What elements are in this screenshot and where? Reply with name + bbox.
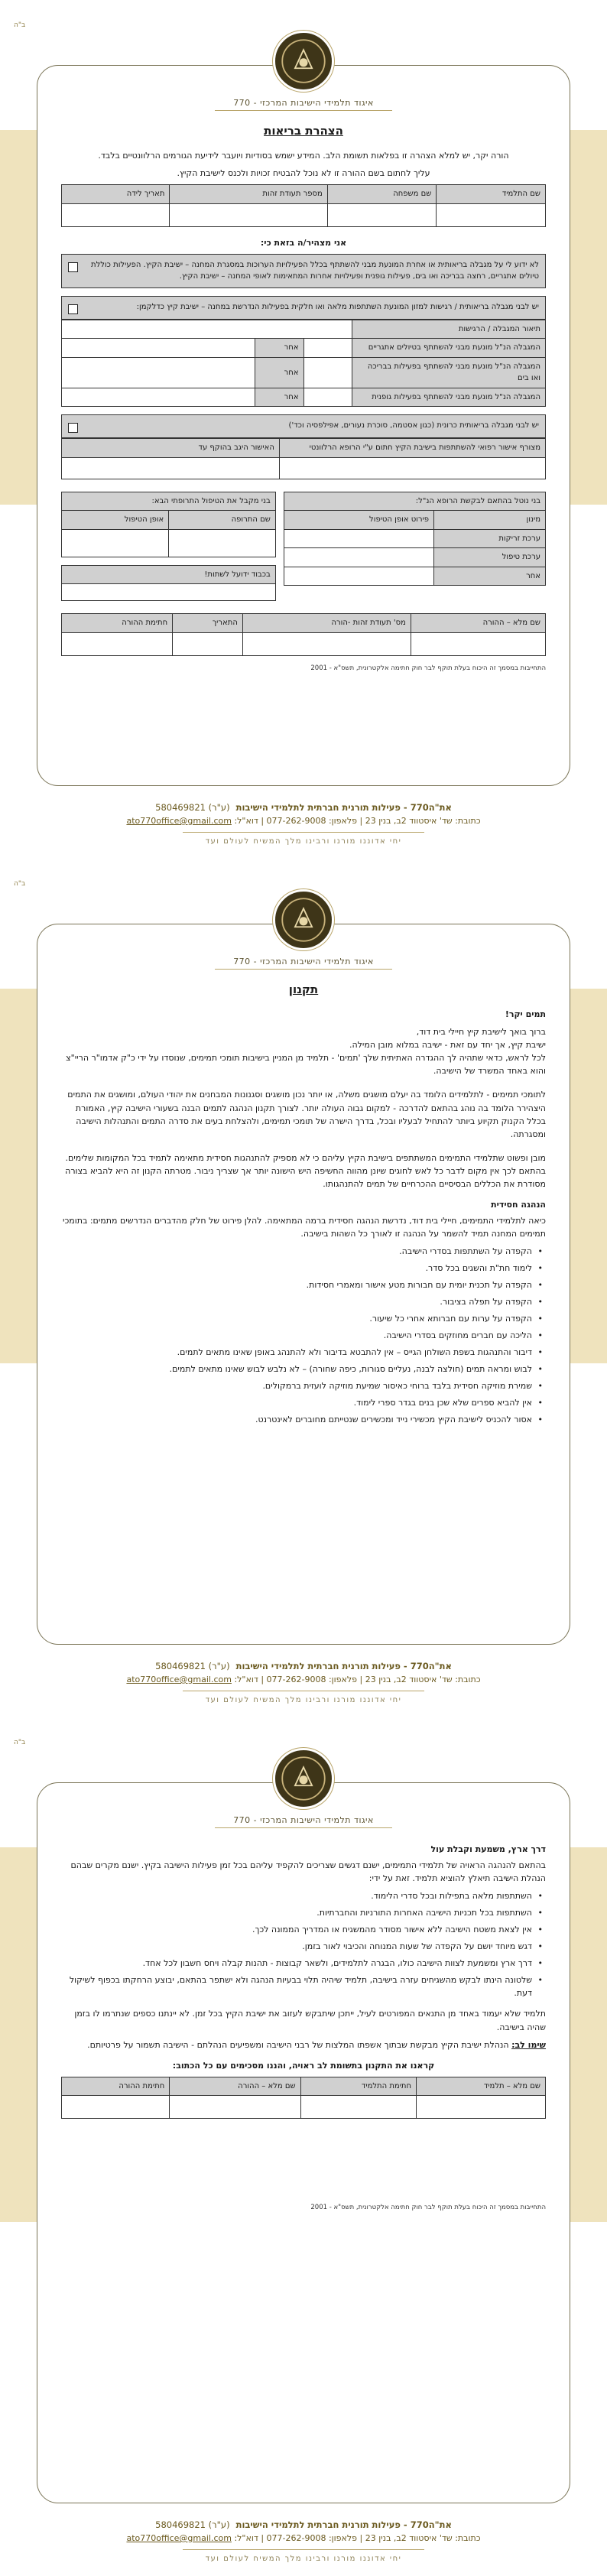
- confirm-statement: קראנו את התקנון בתשומת לב ראויה, והננו מסכימים עם כל הכתוב:: [172, 2060, 435, 2071]
- medication-section: [61, 487, 546, 609]
- parent-id-field[interactable]: [242, 632, 411, 655]
- discipline-list: [61, 1889, 546, 1999]
- paragraph-4: כיאה לתלמידי התמימים, חיילי בית דוד, נדרשת הנהגה חסידית ברמה המתאימה. להלן פירוט של חלק מהדברים הנדרשים מתמים: בתומכי תמימים המחנה תמיד להשמר על הנהגה זו לאורך כל השהות בישיבה.: [63, 1215, 546, 1239]
- health-declaration-content: [61, 122, 546, 678]
- header-birth-date: תאריך לידה: [62, 185, 170, 204]
- attention-text: הנהלת ישיבת הקיץ מבקשת שבתוך אשפתו המלצות של רבני הישיבה ומשפיעים הנהלתם - הישיבה תשמור על פרטיותם.: [87, 2039, 509, 2050]
- limitation-table: [61, 320, 546, 408]
- org-logo: [273, 889, 334, 950]
- student-details-table: [61, 184, 546, 227]
- page-3: [0, 1717, 607, 2576]
- option-3-text: יש לבני מגבלה בריאותית כרונית (כגון אסטמה, סוכרת נעורים, אפילפסיה וכד'): [288, 421, 539, 430]
- list-item: • אין להביא ספרים שלא שכן בנים בגדר ספרי לימוד.: [61, 1396, 546, 1409]
- parent-signature-table: [61, 613, 546, 656]
- greeting: תמים יקר!: [505, 1009, 546, 1020]
- medication-table: [61, 492, 276, 557]
- treatment-kit-field[interactable]: [284, 548, 433, 567]
- org-name-line: איגוד תלמידי הישיבות המרכזי - 770: [0, 98, 607, 111]
- header-student-signature: חתימת התלמיד: [300, 2077, 417, 2096]
- header-treatment-method: אופן הטיפול: [62, 511, 169, 530]
- declaration-option-2: [61, 296, 546, 320]
- footer-contact: כתובת: שד' איסטווד 2ב, בנין 23 | פלאפון: 077-262-9008 | דוא"ל: ato770office@gmail.com: [126, 2533, 481, 2543]
- limitation-row-other: אחר: [255, 388, 304, 407]
- list-item: • הקפדה על תפלה בציבור.: [61, 1295, 546, 1308]
- list-item: • הקפדה על ערות עם חברותא אחרי כל שיעור.: [61, 1312, 546, 1325]
- header-student-full-name: שם מלא – תלמיד: [417, 2077, 546, 2096]
- approval-valid-until-field[interactable]: [62, 457, 280, 479]
- option-1-text: לא ידוע לי על מגבלה בריאותית או אחרת המונעת מבני להשתתף בכלל הפעילויות הערוכות במסגרת המחנה – ישיבת הקיץ. הפעילות כוללת טיולים אתגריים, רחצה בבריכה ואו בים, פעילות גופנית ופעילויות אחרות המתאימות לאופי המחנה – ישיבת הקיץ.: [91, 260, 539, 281]
- header-parent-id: מס' תעודת זהות -הורה: [242, 614, 411, 633]
- page-footer: [0, 802, 607, 846]
- header-parent-signature: חתימת ההורה: [62, 2077, 170, 2096]
- paragraph-intro-1: ברוך בואך לישיבת קיץ חיילי בית דוד,: [416, 1027, 546, 1038]
- family-name-field[interactable]: [327, 203, 436, 226]
- treatment-method-field[interactable]: [62, 529, 169, 557]
- parent-signature-field[interactable]: [62, 632, 173, 655]
- org-logo: [273, 1748, 334, 1809]
- parent-full-name-field[interactable]: [170, 2096, 300, 2119]
- paragraph-2: לתומכי תמימים - לתלמידים הלומד בה יעלם מושגים משלה, או יותר נכון מושגים וסגנונות המבחנים את יהודי העולם, ומושגים את התמים היצהירר הלומד בה נוהג בהתאם להדרכה - למקום גבוה העולה יותר. לצורך תקנון הנהגה לתמים הבנה בשעורי הישיבה קיץ, האמורת בכלל הקנוק תקיוע ביותר להתחיל לבעליו ובכל, בדרך הישרה של תומכי תמימים, ולהצלחת בעים את סדרה התמים והתנהלות הישיבה ומסגרתה.: [67, 1090, 546, 1139]
- row-other: אחר: [434, 567, 546, 586]
- page-footer: [0, 1661, 607, 1705]
- medical-approval-table: [61, 438, 546, 479]
- list-item: • דגש מיוחד יושם על הקפדה של שעות המנוחה והכיבוי לאור בזמן.: [61, 1940, 546, 1953]
- header-id-number: מספר תעודת זהות: [170, 185, 327, 204]
- row-injection-kit: ערכת זריקות: [434, 529, 546, 548]
- known-table: [61, 565, 276, 602]
- header-parent-signature: חתימת ההורה: [62, 614, 173, 633]
- footer-org: את"ה770 - פעילות תורנית חברתית לתלמידי הישיבות(ע"ר) 580469821: [155, 802, 452, 813]
- paragraph-3: מובן ופשוט שתלמידי התמימים המשתתפים בישיבת הקיץ עליהם כי לא מספיק להתנהגות חסידית מתאימה לתמיד בכל המקומות שלימים. בהתאם לכך אין מקום לדבר כל לאש לחוגים שיונן מהווה החשיפה היש הישונה יותר אך שצריך ניבור. מטרתה הקנון זה היא להביא בצורה מסודרת את הכללים הבסיסיים ההכרחיים של תמים להתנהגותו.: [65, 1152, 546, 1189]
- footer-org: את"ה770 - פעילות תורנית חברתית לתלמידי הישיבות(ע"ר) 580469821: [155, 1661, 452, 1671]
- footer-email-link[interactable]: ato770office@gmail.com: [126, 2533, 232, 2543]
- section-heading-chassidic: הנהגה חסידית: [491, 1199, 546, 1210]
- birth-date-field[interactable]: [62, 203, 170, 226]
- header-medication-name: שם התרופה: [169, 511, 276, 530]
- page-1: [0, 0, 607, 859]
- list-item: • הקפדה על תכנית יומית עם חבורות מטע אישור ומאמרי חסידות.: [61, 1278, 546, 1291]
- header-parent-name: שם מלא – ההורה: [411, 614, 545, 633]
- declaration-option-3: [61, 414, 546, 438]
- limitation-row-label: המגבלה הנ"ל מונעת מבני להשתתף בפעילות בבריכה ואו בים: [352, 357, 545, 388]
- list-item: • שלטונה הינתו לבקש מהשגיחים עזרה בישיבה, תלמיד שיהיה תלוי בבעיות הנהגה ולא ישתפר בהתאם, יבוצע הרחקתו בכפוף לשיקול דעת.: [61, 1973, 546, 1999]
- org-name-line: איגוד תלמידי הישיבות המרכזי - 770: [0, 957, 607, 970]
- agreement-signature-table: [61, 2077, 546, 2120]
- page-header-bh: ב"ה: [14, 880, 26, 888]
- page-2: [0, 859, 607, 1717]
- limitation-row-other-field[interactable]: [62, 388, 255, 407]
- page-footer: [0, 2519, 607, 2564]
- parent-name-field[interactable]: [411, 632, 545, 655]
- paragraph-1: בהתאם להנהגה הראויה של תלמידי התמימים, ישנם דגשים שצריכים להקפיד עליהם בכל זמן פעילות הישיבה בקיץ. ישנם מקרים שבהם הנהלת הישיבה תיאלץ להוציא תלמיד. זאת על ידי:: [70, 1860, 546, 1884]
- paragraph-intro-3: לכל לראש, כדאי שתהיה לך ההגדרה האתיתית שלך 'תמים' - תלמיד מן המניין בישיבות תומכי תמימים, שנוסדו על ידי כ"ק אדמו"ר הריי"צ והוא באחד המשרד של הישיבה.: [66, 1053, 546, 1077]
- limitation-row-field[interactable]: [304, 388, 352, 407]
- option-1-checkbox[interactable]: [68, 262, 78, 272]
- known-field[interactable]: [62, 584, 276, 601]
- intro-text: הורה יקר, יש למלא הצהרה זו בפלאות תשומת הלב. המידע ישמש בסודיות ויועבר לידיעת הגורמים הרלוונטיים בלבד.: [98, 151, 509, 161]
- page-header-bh: ב"ה: [14, 1739, 26, 1746]
- footer-org: את"ה770 - פעילות תורנית חברתית לתלמידי הישיבות(ע"ר) 580469821: [155, 2519, 452, 2530]
- paragraph-3: [61, 2038, 546, 2051]
- limitation-row-field[interactable]: [304, 339, 352, 358]
- list-item: • הקפדה על השתתפות בסדרי הישיבה.: [61, 1245, 546, 1258]
- limitation-row-label: המגבלה הנ"ל מונעת מבני להשתתף בפעילות גופנית: [352, 388, 545, 407]
- row-treatment-kit: ערכת טיפול: [434, 548, 546, 567]
- paragraph-intro-2: ישיבת קיץ, אך יחד עם זאת - ישיבה במלוא מובן המילה.: [349, 1040, 546, 1051]
- doctor-instructions-title: בני נוטל בהתאם לבקשת הרופא הנ"ל:: [284, 492, 545, 511]
- doctor-instructions-table: [284, 492, 546, 586]
- id-number-field[interactable]: [170, 203, 327, 226]
- other-field[interactable]: [284, 567, 433, 586]
- approval-attached-field[interactable]: [279, 457, 545, 479]
- regulations-content-continued: [61, 1840, 546, 2217]
- org-logo: [273, 31, 334, 92]
- known-label: בכבוד ידועל לשתות!: [62, 565, 276, 584]
- legal-note: התחייבות במסמך זה היכוח בעלת תוקף לבר חוק חתימה אלקטרונית, תשס"א - 2001: [310, 664, 546, 672]
- medication-title: בני מקבל את הטיפול התרופתי הבא:: [62, 492, 276, 511]
- limitation-row-other-field[interactable]: [62, 357, 255, 388]
- limitation-row-field[interactable]: [304, 357, 352, 388]
- approval-valid-until-label: האישור היגב בהוקף עד: [62, 439, 280, 458]
- list-item: • השתתפות מלאה בתפילות ובכל סדרי הלימוד.: [61, 1889, 546, 1902]
- option-3-checkbox[interactable]: [68, 423, 78, 433]
- page-header-bh: ב"ה: [14, 21, 26, 29]
- student-full-name-field[interactable]: [417, 2096, 546, 2119]
- limitation-row-other: אחר: [255, 339, 304, 358]
- list-item: • אין לצאת משטח הישיבה ללא אישור מסודר מהמשגיח או המדריך הממונה לכך.: [61, 1923, 546, 1936]
- footer-email-link[interactable]: ato770office@gmail.com: [126, 1675, 232, 1684]
- declare-heading: אני מצהיר/ה בזאת כי:: [260, 237, 347, 248]
- attention-label: שימו לב:: [511, 2039, 546, 2050]
- list-item: • לימוד חת"ת והשגים בכל סדר.: [61, 1262, 546, 1275]
- declaration-option-1: [61, 254, 546, 288]
- limitation-row-other-field[interactable]: [62, 339, 255, 358]
- legal-note: התחייבות במסמך זה היכוח בעלת תוקף לבר חוק חתימה אלקטרונית, תשס"א - 2001: [310, 2204, 546, 2212]
- student-name-field[interactable]: [437, 203, 546, 226]
- limitation-description-label: תיאור המגבלה / הרגישות: [352, 320, 545, 339]
- doc-title: הצהרת בריאות: [264, 124, 343, 138]
- header-dose: מינון: [434, 511, 546, 530]
- footer-contact: כתובת: שד' איסטווד 2ב, בנין 23 | פלאפון: 077-262-9008 | דוא"ל: ato770office@gmail.com: [126, 1675, 481, 1684]
- option-2-checkbox[interactable]: [68, 304, 78, 314]
- limitation-row-other: אחר: [255, 357, 304, 388]
- header-family-name: שם משפחה: [327, 185, 436, 204]
- paragraph-2: תלמיד שלא יעמוד באחד מן התנאים המפורטים לעיל, ייתכן שיתבקש לעזוב את ישיבת הקיץ בכל זמן. לא יינתנו כספים שנתרמו לו בזמן שהיה בישיבה.: [74, 2009, 546, 2032]
- header-date: התאריך: [173, 614, 243, 633]
- rules-list: [61, 1245, 546, 1427]
- option-2-text: יש לבני מגבלה בריאותית / רגישות למזון המונעת השתתפות מלאה ואו חלקית בפעילות הנדרשת במחנה – ישיבת קיץ כדלקמן:: [136, 302, 539, 311]
- approval-attached-label: מצורף אישור רפואי להשתתפות בישיבת הקיץ חתום ע"י הרופא הרלוונטי: [279, 439, 545, 458]
- footer-motto: יחי אדוננו מורנו ורבינו מלך המשיח לעולם ועד: [183, 832, 425, 846]
- header-student-name: שם התלמיד: [437, 185, 546, 204]
- section-heading-discipline: דרך ארץ, משמעת וקבלת עול: [430, 1844, 546, 1854]
- list-item: • לבוש ומראה תמים (חולצה לבנה, נעליים סגורות, כיפה שחורה) – לא נלבש לבוש שאינו מתאים לתמים.: [61, 1363, 546, 1376]
- limitation-row-label: המגבלה הנ"ל מונעת מבני להשתתף בטיולים אתגריים: [352, 339, 545, 358]
- doc-title: תקנון: [288, 983, 319, 996]
- list-item: • דיבור והתנהגות בשפת השולחן הגייס – אין להתבטא בדיבור ולא להתנהג באופן שאינו מתאים לתמים.: [61, 1346, 546, 1359]
- list-item: • דרך ארץ ומשמעת לצוות הישיבה כולו, הבגרה לתלמידים, ולשאר קבוצות - תהנות קבלה ויחס חשבון לכל אחד.: [61, 1957, 546, 1970]
- org-name-line: איגוד תלמידי הישיבות המרכזי - 770: [0, 1815, 607, 1828]
- regulations-content: [61, 981, 546, 1432]
- parent-signature-field[interactable]: [62, 2096, 170, 2119]
- footer-email-link[interactable]: ato770office@gmail.com: [126, 816, 232, 826]
- list-item: • אסור להכניס לישיבת הקיץ מכשירי נייד ומכשירים שנטייתם מחוברים לאינטרנט.: [61, 1413, 546, 1426]
- header-treatment-details: פירוט אופן הטיפול: [284, 511, 433, 530]
- intro-text-2: עליך לחתום בשם ההורה זו לא נוכל להבטיח זכויות ולכנס לישיבת הקיץ.: [177, 168, 430, 179]
- medication-name-field[interactable]: [169, 529, 276, 557]
- list-item: • השתתפות בכל תכניות הישיבה האחרות התורניות והחברתיות.: [61, 1906, 546, 1919]
- list-item: • שמירת מוזיקה חסידית בלבד ברוחי כאיסור שמיעת מוזיקה לועזית ברמקולים.: [61, 1379, 546, 1392]
- footer-motto: יחי אדוננו מורנו ורבינו מלך המשיח לעולם ועד: [183, 2549, 425, 2563]
- student-signature-field[interactable]: [300, 2096, 417, 2119]
- footer-motto: יחי אדוננו מורנו ורבינו מלך המשיח לעולם ועד: [183, 1691, 425, 1704]
- footer-contact: כתובת: שד' איסטווד 2ב, בנין 23 | פלאפון: 077-262-9008 | דוא"ל: ato770office@gmail.com: [126, 816, 481, 826]
- date-field[interactable]: [173, 632, 243, 655]
- list-item: • הליכה עם חברים מחוזקים בסדרי הישיבה.: [61, 1329, 546, 1342]
- limitation-description-field[interactable]: [62, 320, 352, 339]
- header-parent-full-name: שם מלא – ההורה: [170, 2077, 300, 2096]
- injection-kit-field[interactable]: [284, 529, 433, 548]
